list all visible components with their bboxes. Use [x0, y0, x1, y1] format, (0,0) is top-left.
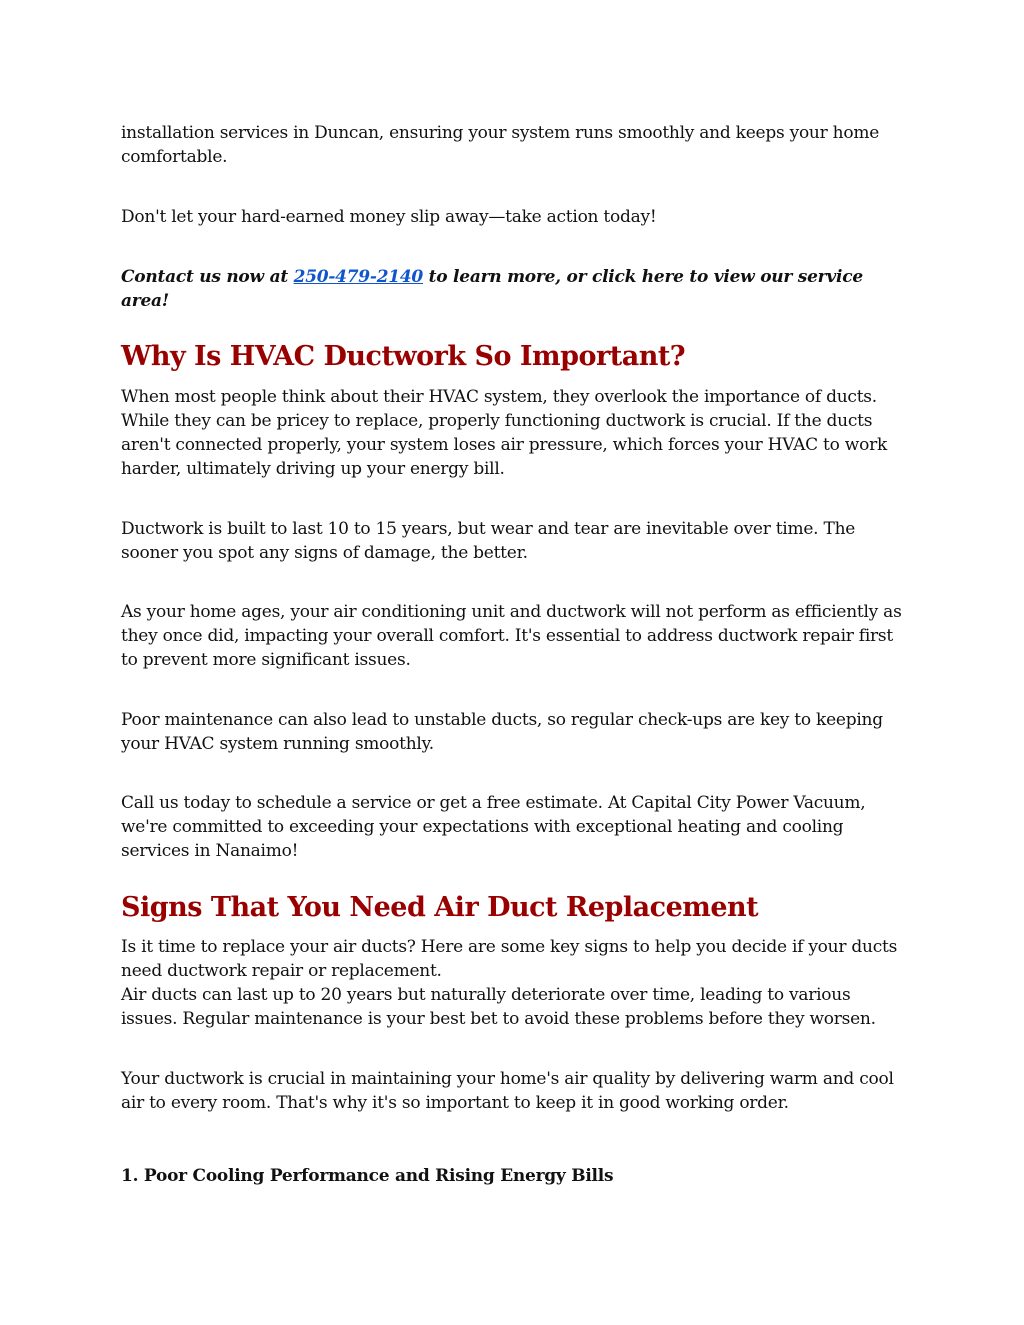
- contact-text-before: Contact us now at: [121, 267, 294, 287]
- section2-paragraph-1b: Air ducts can last up to 20 years but naturally deteriorate over time, leading to various issues. Regular maintenance is your best bet to avoid these problems before they worsen.: [121, 985, 876, 1029]
- phone-link[interactable]: 250-479-2140: [293, 267, 424, 287]
- section1-paragraph-5: Call us today to schedule a service or get a free estimate. At Capital City Power Vacuum, we're committed to exceeding your expectations with exceptional heating and cooling services in Nanaimo!: [121, 793, 866, 861]
- intro-paragraph-1: installation services in Duncan, ensuring your system runs smoothly and keeps your home comfortable.: [121, 123, 880, 167]
- section2-paragraph-2: Your ductwork is crucial in maintaining your home's air quality by delivering warm and cool air to every room. That's why it's so important to keep it in good working order.: [121, 1069, 894, 1113]
- section2-paragraph-1a: Is it time to replace your air ducts? Here are some key signs to help you decide if your ducts need ductwork repair or replacement.: [121, 937, 898, 981]
- section-heading-ductwork-importance: Why Is HVAC Ductwork So Important?: [121, 341, 686, 372]
- section1-paragraph-4: Poor maintenance can also lead to unstable ducts, so regular check-ups are key to keeping your HVAC system running smoothly.: [121, 710, 883, 754]
- intro-paragraph-2: Don't let your hard-earned money slip away—take action today!: [121, 207, 657, 227]
- subheading-poor-cooling: 1. Poor Cooling Performance and Rising Energy Bills: [121, 1166, 614, 1186]
- section-heading-duct-replacement-signs: Signs That You Need Air Duct Replacement: [121, 892, 759, 923]
- contact-text-after: to learn more, or click here to view our service area!: [121, 267, 863, 311]
- section1-paragraph-2: Ductwork is built to last 10 to 15 years, but wear and tear are inevitable over time. The sooner you spot any signs of damage, the better.: [121, 519, 856, 563]
- contact-line: [121, 265, 911, 313]
- section1-paragraph-3: As your home ages, your air conditioning unit and ductwork will not perform as efficiently as they once did, impacting your overall comfort. It's essential to address ductwork repair first to prevent more significant issues.: [121, 602, 902, 670]
- section1-paragraph-1: When most people think about their HVAC system, they overlook the importance of ducts. While they can be pricey to replace, properly functioning ductwork is crucial. If the ducts aren't connected properly, your system loses air pressure, which forces your HVAC to work harder, ultimately driving up your energy bill.: [121, 387, 887, 479]
